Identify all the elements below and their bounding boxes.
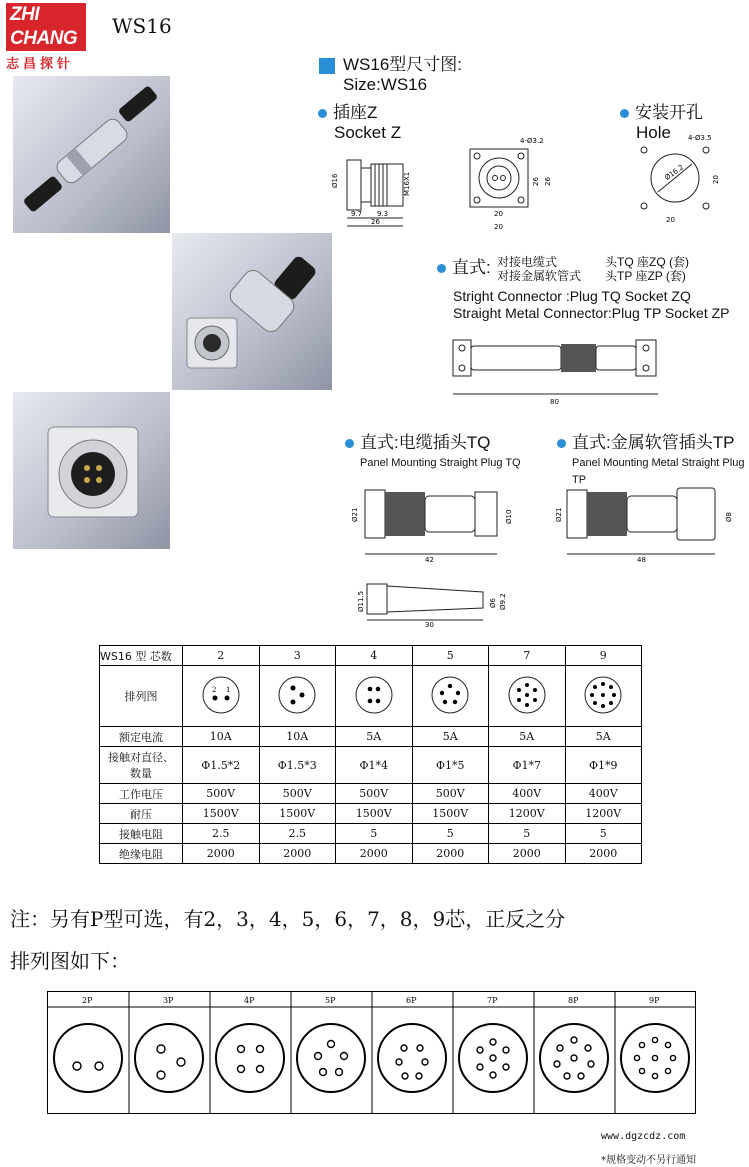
pin-layout-strip [47, 991, 696, 1114]
layout-2-pin [183, 666, 260, 727]
blue-square-marker [319, 58, 335, 74]
spec-table [99, 645, 642, 864]
spec-cell: Φ1*7 [489, 747, 566, 784]
spec-cell: 10A [259, 727, 336, 747]
flange-dim-inner: 20 [494, 210, 503, 218]
socket-z-dim-b: 9.3 [377, 210, 389, 218]
pin-header: 9P [649, 996, 660, 1005]
spec-cell: Φ1*4 [336, 747, 413, 784]
panel-socket-illustration [172, 233, 332, 390]
svg-text:1: 1 [225, 685, 231, 694]
layout-4-pin [336, 666, 413, 727]
straight-en-1: Stright Connector :Plug TQ Socket ZQ [453, 288, 691, 304]
spec-core: 7 [489, 646, 566, 666]
spec-cell: 500V [259, 784, 336, 804]
model-title: WS16 [112, 14, 172, 38]
spec-label: 接触对直径、数量 [100, 747, 183, 784]
flange-dim-holes: 4-Ø3.2 [520, 137, 544, 145]
pin-header: 5P [325, 996, 336, 1005]
spec-cell: 5A [412, 727, 489, 747]
spec-cell: 10A [183, 727, 260, 747]
plug-tp-dim-dia: Ø21 [555, 507, 563, 522]
layout-7-pin [489, 666, 566, 727]
layout-9-pin [565, 666, 642, 727]
spec-cell: Φ1.5*2 [183, 747, 260, 784]
socket-z-dim-dia: Ø16 [331, 173, 339, 188]
spec-cell: Φ1.5*3 [259, 747, 336, 784]
socket-z-dim-len: 26 [371, 218, 380, 226]
spec-row [100, 727, 642, 747]
size-section-title [319, 55, 462, 95]
spec-cell: 2.5 [183, 824, 260, 844]
flange-drawing [458, 134, 558, 234]
hole-title-en: Hole [636, 123, 671, 142]
cable-connector-illustration [13, 76, 170, 233]
spec-cell: 1200V [489, 804, 566, 824]
spec-row [100, 747, 642, 784]
socket-z-heading [318, 103, 401, 143]
spec-label: 工作电压 [100, 784, 183, 804]
note-line-2: 排列图如下： [10, 949, 130, 973]
plug-tp-dim-hose: Ø8 [725, 512, 733, 522]
spec-row [100, 844, 642, 864]
flange-dim-h2: 26 [544, 177, 552, 186]
hole-dim-holes: 4-Ø3.5 [688, 134, 712, 142]
plug-tq-heading [345, 433, 521, 472]
socket-face-illustration [13, 392, 170, 549]
spec-cell: 1500V [259, 804, 336, 824]
spec-cell: 2000 [259, 844, 336, 864]
plug-tp-dim-len: 48 [637, 556, 646, 562]
spec-core: 4 [336, 646, 413, 666]
spec-cell: 2.5 [259, 824, 336, 844]
straight-title-cn: 直式: [437, 258, 491, 278]
socket-z-title-en: Socket Z [334, 123, 402, 142]
straight-en-2: Straight Metal Connector:Plug TP Socket ZP [453, 305, 730, 321]
plug-tp-heading [557, 433, 749, 489]
spec-cell: 5A [565, 727, 642, 747]
spec-cell: 400V [565, 784, 642, 804]
spec-cell: 2000 [565, 844, 642, 864]
spec-cell: 5 [565, 824, 642, 844]
pin-header: 4P [244, 996, 255, 1005]
spec-label: 接触电阻 [100, 824, 183, 844]
straight-line1-right: 头TQ 座ZQ (套) [605, 255, 689, 269]
spec-cell: 2000 [412, 844, 489, 864]
spec-cell: 2000 [336, 844, 413, 864]
spec-row [100, 824, 642, 844]
note-line-1: 注：另有P型可选，有2，3，4，5，6，7，8，9芯，正反之分 [10, 907, 566, 931]
spec-cell: Φ1*9 [565, 747, 642, 784]
tube-dim-inner: Ø6 [489, 598, 497, 608]
photo-cable-connector [13, 76, 170, 233]
spec-row [100, 804, 642, 824]
spec-core: 2 [183, 646, 260, 666]
plug-tq-dim-len: 42 [425, 556, 434, 562]
hole-dim-dia: Ø16.2 [663, 163, 686, 182]
spec-cell: 2000 [183, 844, 260, 864]
hole-title-cn: 安装开孔 [620, 103, 703, 123]
spec-cell: 5 [336, 824, 413, 844]
hole-dim-w: 20 [666, 216, 675, 224]
spec-label: 排列图 [100, 666, 183, 727]
pin-header: 6P [406, 996, 417, 1005]
tube-dim-dia: Ø11.5 [357, 590, 365, 612]
photo-socket-face [13, 392, 170, 549]
socket-z-drawing [325, 140, 415, 232]
size-title-en: Size:WS16 [343, 75, 428, 94]
tube-dim-len: 30 [425, 621, 434, 628]
socket-z-dim-thread: M16X1 [403, 171, 411, 196]
logo-chinese: 志昌探针 [6, 57, 75, 72]
spec-row [100, 784, 642, 804]
spec-label: 绝缘电阻 [100, 844, 183, 864]
flange-dim-h1: 26 [532, 177, 540, 186]
hole-dim-h: 20 [712, 175, 720, 184]
tube-dim-outer: Ø9.2 [499, 593, 507, 610]
spec-cell: 1500V [183, 804, 260, 824]
plug-tq-dim-dia: Ø21 [351, 507, 359, 522]
hole-drawing [630, 130, 730, 230]
plug-tq-drawing [345, 482, 520, 562]
size-title-cn: WS16型尺寸图: [343, 55, 463, 74]
spec-cell: 5 [412, 824, 489, 844]
spec-corner: WS16 型 芯数 [100, 646, 183, 666]
pin-header: 3P [163, 996, 174, 1005]
spec-cell: 500V [412, 784, 489, 804]
photo-panel-socket [172, 233, 332, 390]
spec-header-row [100, 646, 642, 666]
spec-cell: 1500V [336, 804, 413, 824]
spec-cell: 400V [489, 784, 566, 804]
footer-notice: *规格变动不另行通知 [601, 1155, 696, 1166]
plug-tp-drawing [555, 482, 745, 562]
logo-wordmark: ZHI CHANG [6, 3, 86, 51]
plug-tp-title-cn: 直式:金属软管插头TP [557, 433, 749, 453]
straight-line1-cn: 对接电缆式 [497, 255, 558, 269]
spec-label: 额定电流 [100, 727, 183, 747]
footer-url[interactable]: www.dgzcdz.com [601, 1131, 686, 1142]
plug-tq-title-en: Panel Mounting Straight Plug TQ [360, 457, 521, 469]
spec-cell: 5A [489, 727, 566, 747]
tube-drawing [355, 578, 525, 628]
straight-connector-drawing [448, 328, 678, 408]
spec-cell: 1200V [565, 804, 642, 824]
straight-line2-right: 头TP 座ZP (套) [605, 269, 686, 283]
plug-tp-title-en: Panel Mounting Metal Straight Plug TP [572, 457, 745, 486]
spec-core: 9 [565, 646, 642, 666]
straight-heading [437, 254, 737, 284]
plug-tq-title-cn: 直式:电缆插头TQ [345, 433, 521, 453]
pin-header: 7P [487, 996, 498, 1005]
spec-cell: 2000 [489, 844, 566, 864]
spec-row-layout [100, 666, 642, 727]
layout-3-pin [259, 666, 336, 727]
pin-header: 2P [82, 996, 93, 1005]
spec-cell: 500V [183, 784, 260, 804]
spec-cell: 1500V [412, 804, 489, 824]
plug-tq-dim-cable: Ø10 [505, 509, 513, 524]
straight-dim-len: 80 [550, 398, 559, 406]
company-logo [6, 3, 86, 72]
pin-header: 8P [568, 996, 579, 1005]
layout-5-pin [412, 666, 489, 727]
flange-dim-outer: 20 [494, 223, 503, 231]
spec-core: 5 [412, 646, 489, 666]
spec-cell: Φ1*5 [412, 747, 489, 784]
straight-line2-cn: 对接金属软管式 [497, 269, 582, 283]
socket-z-dim-a: 9.7 [351, 210, 363, 218]
spec-cell: 5 [489, 824, 566, 844]
spec-core: 3 [259, 646, 336, 666]
socket-z-title-cn: 插座Z [318, 103, 401, 123]
spec-cell: 500V [336, 784, 413, 804]
spec-cell: 5A [336, 727, 413, 747]
svg-text:2: 2 [211, 685, 217, 694]
spec-label: 耐压 [100, 804, 183, 824]
